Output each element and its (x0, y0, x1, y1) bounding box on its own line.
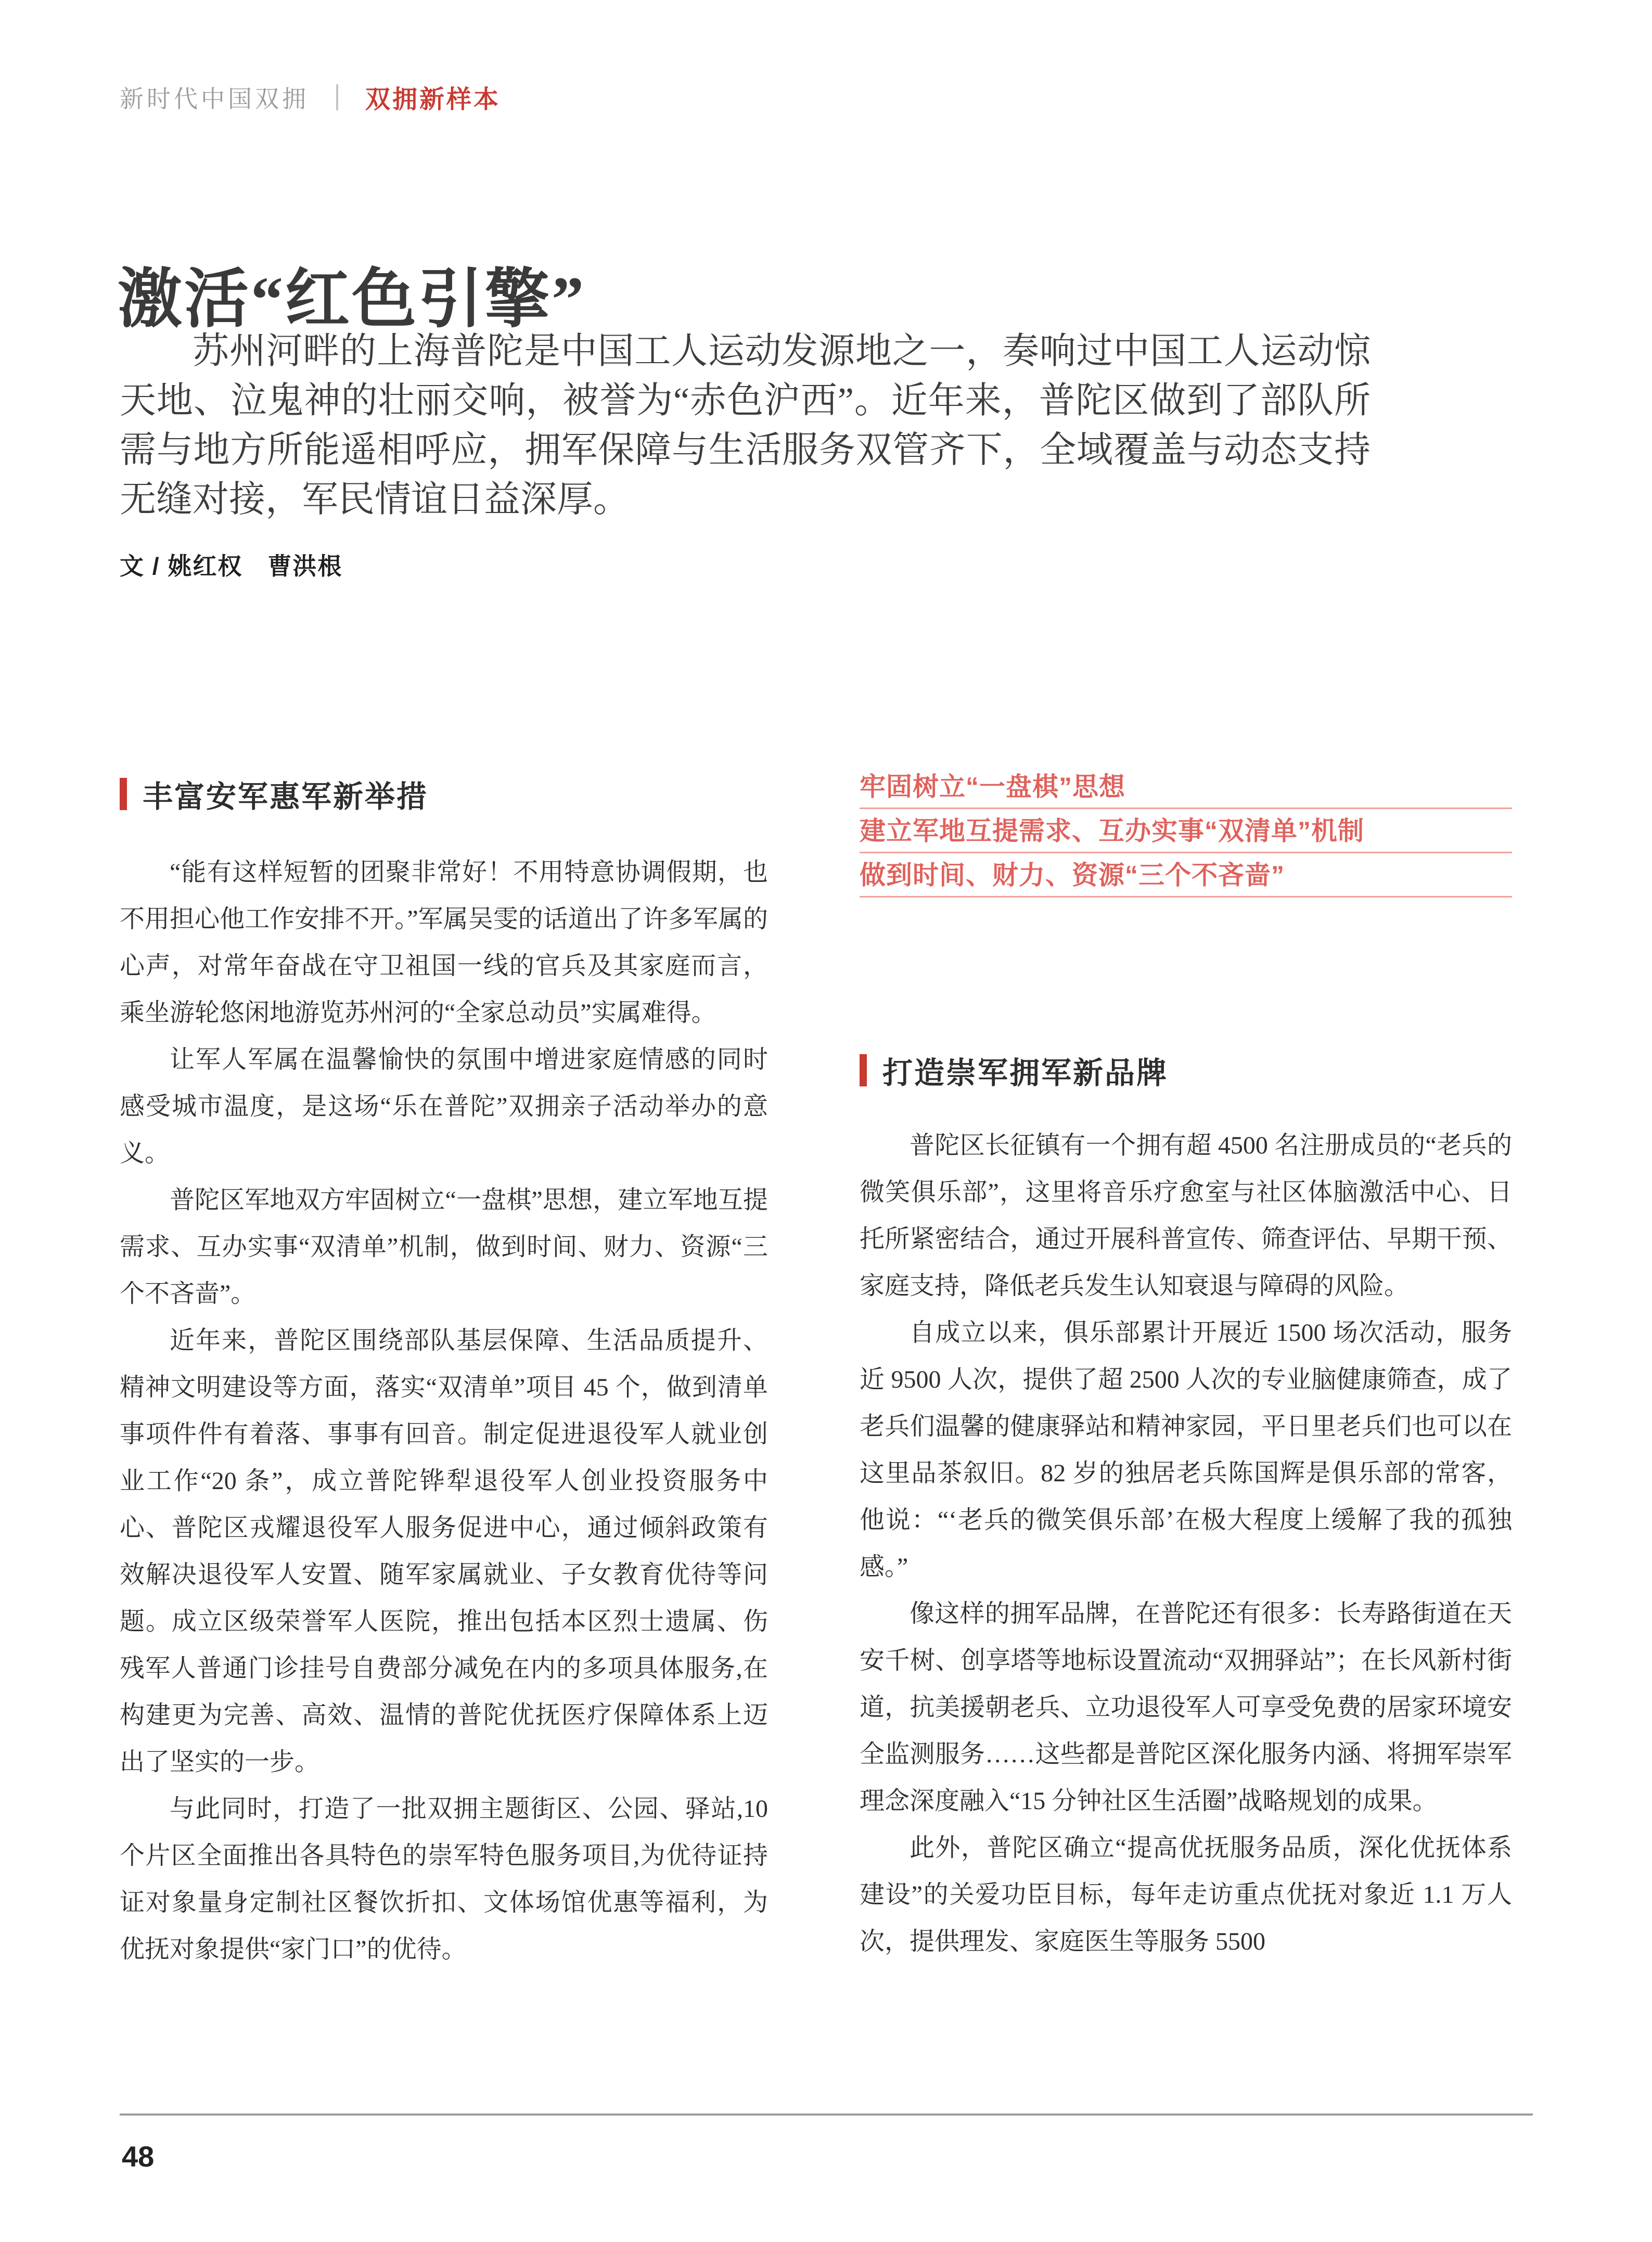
left-column (120, 772, 768, 1973)
article-title: 激活“红色引擎” (118, 264, 586, 336)
paragraph: 与此同时，打造了一批双拥主题街区、公园、驿站,10 个片区全面推出各具特色的崇军特色服务项目,为优待证持证对象量身定制社区餐饮折扣、文体场馆优惠等福利，为优抚对象提供“家门口”的优待。 (120, 1795, 768, 1963)
section-label: 双拥新样本 (365, 86, 501, 113)
article-deck: 苏州河畔的上海普陀是中国工人运动发源地之一，奏响过中国工人运动惊天地、泣鬼神的壮丽交响，被誉为“赤色沪西”。近年来，普陀区做到了部队所需与地方所能遥相呼应，拥军保障与生活服务双管齐下，全域覆盖与动态支持无缝对接，军民情谊日益深厚。 (120, 331, 1371, 520)
pull-quote-line: 做到时间、财力、资源“三个不吝啬” (860, 861, 1512, 898)
paragraph: “能有这样短暂的团聚非常好！不用特意协调假期，也不用担心他工作安排不开。”军属吴雯的话道出了许多军属的心声，对常年奋战在守卫祖国一线的官兵及其家庭而言，乘坐游轮悠闲地游览苏州河的“全家总动员”实属难得。 (120, 859, 768, 1027)
right-section-heading-text: 打造崇军拥军新品牌 (882, 1056, 1169, 1090)
pull-quote-line: 建立军地互提需求、互办实事“双清单”机制 (860, 816, 1512, 853)
right-section-heading (860, 1048, 1512, 1092)
heading-accent-bar (860, 1054, 867, 1086)
paragraph: 近年来，普陀区围绕部队基层保障、生活品质提升、精神文明建设等方面，落实“双清单”项目 45 个，做到清单事项件件有着落、事事有回音。制定促进退役军人就业创业工作“20 条”，成立普陀铧犁退役军人创业投资服务中心、普陀区戎耀退役军人服务促进中心，通过倾斜政策有效解决退役军人安置、随军家属就业、子女教育优待等问题。成立区级荣誉军人医院，推出包括本区烈士遗属、伤残军人普通门诊挂号自费部分减免在内的多项具体服务,在构建更为完善、高效、温情的普陀优抚医疗保障体系上迈出了坚实的一步。 (120, 1327, 768, 1776)
paragraph: 自成立以来，俱乐部累计开展近 1500 场次活动，服务近 9500 人次，提供了超 2500 人次的专业脑健康筛查，成了老兵们温馨的健康驿站和精神家园，平日里老兵们也可以在这里品茶叙旧。82 岁的独居老兵陈国辉是俱乐部的常客，他说：“‘老兵的微笑俱乐部’在极大程度上缓解了我的孤独感。” (860, 1319, 1512, 1581)
paragraph: 普陀区长征镇有一个拥有超 4500 名注册成员的“老兵的微笑俱乐部”，这里将音乐疗愈室与社区体脑激活中心、日托所紧密结合，通过开展科普宣传、筛查评估、早期干预、家庭支持，降低老兵发生认知衰退与障碍的风险。 (860, 1132, 1512, 1300)
paragraph: 像这样的拥军品牌，在普陀还有很多：长寿路街道在天安千树、创享塔等地标设置流动“双拥驿站”；在长风新村街道，抗美援朝老兵、立功退役军人可享受免费的居家环境安全监测服务……这些都是普陀区深化服务内涵、将拥军崇军理念深度融入“15 分钟社区生活圈”战略规划的成果。 (860, 1600, 1512, 1815)
pull-quote (860, 772, 1512, 898)
left-section-heading (120, 772, 768, 816)
left-body (120, 849, 768, 1973)
right-body (860, 1122, 1512, 1965)
running-head (120, 79, 501, 115)
series-title: 新时代中国双拥 (120, 85, 309, 112)
footer-rule (120, 2113, 1533, 2116)
right-column (860, 772, 1512, 1965)
left-section-heading-text: 丰富安军惠军新举措 (143, 780, 429, 814)
byline: 文 / 姚红权 曹洪根 (120, 553, 343, 580)
page-number: 48 (122, 2140, 155, 2173)
paragraph: 让军人军属在温馨愉快的氛围中增进家庭情感的同时感受城市温度，是这场“乐在普陀”双拥亲子活动举办的意义。 (120, 1046, 768, 1167)
paragraph: 普陀区军地双方牢固树立“一盘棋”思想，建立军地互提需求、互办实事“双清单”机制，做到时间、财力、资源“三个不吝啬”。 (120, 1186, 768, 1308)
paragraph: 此外，普陀区确立“提高优抚服务品质，深化优抚体系建设”的关爱功臣目标，每年走访重点优抚对象近 1.1 万人次，提供理发、家庭医生等服务 5500 (860, 1834, 1512, 1955)
pull-quote-line: 牢固树立“一盘棋”思想 (860, 772, 1512, 809)
header-divider (336, 84, 338, 110)
heading-accent-bar (120, 778, 127, 810)
